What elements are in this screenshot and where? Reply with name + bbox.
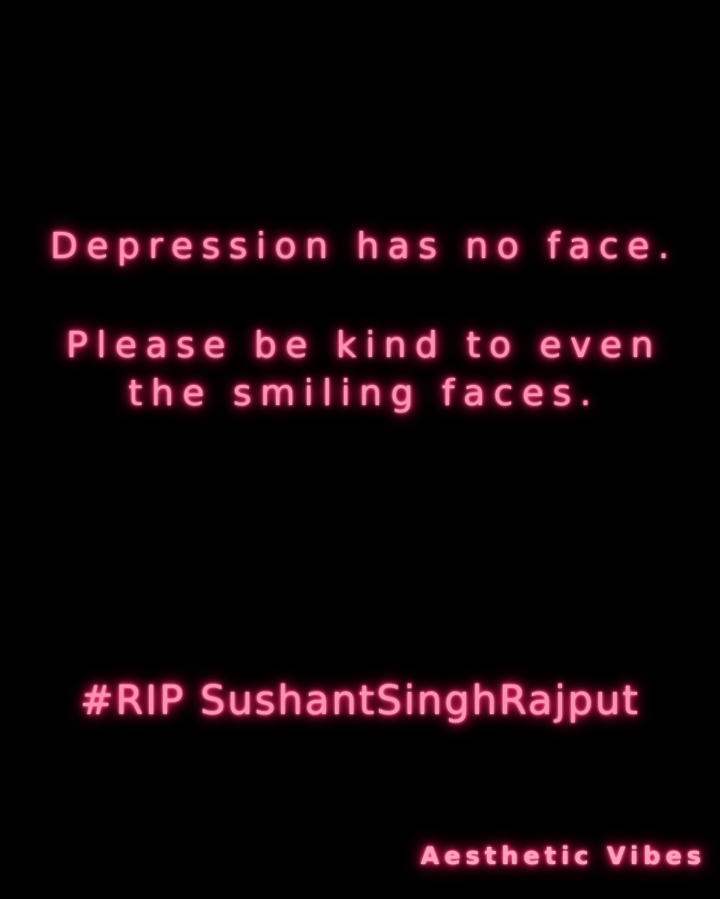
hashtag-text: #RIP SushantSinghRajput bbox=[80, 678, 640, 724]
quote-line-1: Depression has no face. bbox=[50, 226, 678, 267]
signature-watermark: Aesthetic Vibes bbox=[420, 842, 706, 870]
quote-line-3: the smiling faces. bbox=[128, 373, 600, 414]
quote-line-2: Please be kind to even bbox=[66, 325, 662, 366]
